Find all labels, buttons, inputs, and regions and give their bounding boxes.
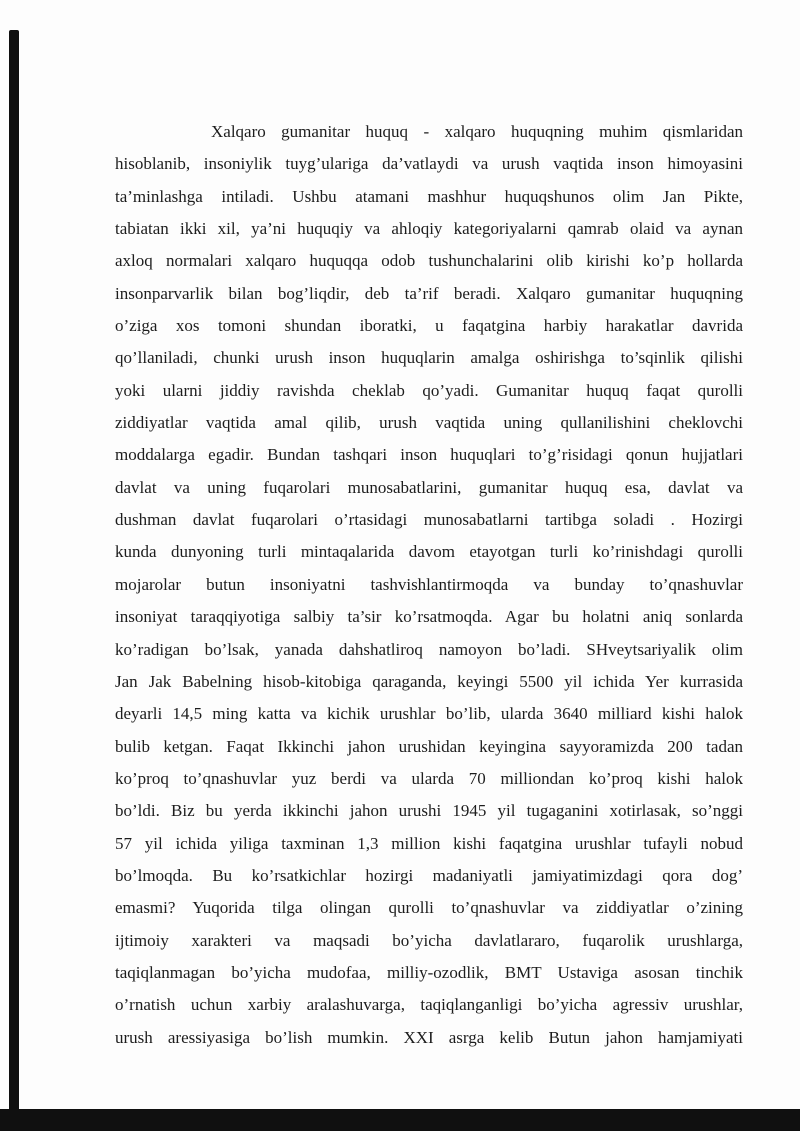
scan-edge-left-artifact: [9, 30, 19, 1131]
text-line: insonparvarlik bilan bog’liqdir, deb ta’rif beradi. Xalqaro gumanitar huquqning: [115, 283, 743, 303]
text-line: o’ziga xos tomoni shundan iboratki, u faqatgina harbiy harakatlar davrida: [115, 316, 743, 336]
text-line: tabiatan ikki xil, ya’ni huquqiy va ahloqiy kategoriyalarni qamrab olaid va aynan: [115, 219, 743, 239]
text-line: bulib ketgan. Faqat Ikkinchi jahon urushidan keyingina sayyoramizda 200 tadan: [115, 736, 743, 756]
text-line: kunda dunyoning turli mintaqalarida davom etayotgan turli ko’rinishdagi qurolli: [115, 542, 743, 562]
text-line: urush aressiyasiga bo’lish mumkin. XXI asrga kelib Butun jahon hamjamiyati: [115, 1027, 743, 1047]
text-line: dushman davlat fuqarolari o’rtasidagi munosabatlarni tartibga soladi . Hozirgi: [115, 510, 743, 530]
text-line: mojarolar butun insoniyatni tashvishlantirmoqda va bunday to’qnashuvlar: [115, 574, 743, 594]
text-line: 57 yil ichida yiliga taxminan 1,3 million kishi faqatgina urushlar tufayli nobud: [115, 833, 743, 853]
text-line: moddalarga egadir. Bundan tashqari inson huquqlari to’g’risidagi qonun hujjatlari: [115, 445, 743, 465]
text-line: Xalqaro gumanitar huquq - xalqaro huquqning muhim qismlaridan: [211, 122, 743, 141]
text-line: ziddiyatlar vaqtida amal qilib, urush vaqtida uning qullanilishini cheklovchi: [115, 413, 743, 433]
text-line: o’rnatish uchun xarbiy aralashuvarga, taqiqlanganligi bo’yicha agressiv urushlar,: [115, 995, 743, 1015]
text-line: ijtimoiy xarakteri va maqsadi bo’yicha davlatlararo, fuqarolik urushlarga,: [115, 930, 743, 950]
text-line: qo’llaniladi, chunki urush inson huquqlarin amalga oshirishga to’sqinlik qilishi: [115, 348, 743, 368]
text-line: bo’ldi. Biz bu yerda ikkinchi jahon urushi 1945 yil tugaganini xotirlasak, so’nggi: [115, 801, 743, 821]
text-line: davlat va uning fuqarolari munosabatlarini, gumanitar huquq esa, davlat va: [115, 477, 743, 497]
text-line: yoki ularni jiddiy ravishda cheklab qo’yadi. Gumanitar huquq faqat qurolli: [115, 380, 743, 400]
text-line: Jan Jak Babelning hisob-kitobiga qaraganda, keyingi 5500 yil ichida Yer kurrasida: [115, 671, 743, 691]
text-line: ta’minlashga intiladi. Ushbu atamani mashhur huquqshunos olim Jan Pikte,: [115, 186, 743, 206]
text-line: insoniyat taraqqiyotiga salbiy ta’sir ko’rsatmoqda. Agar bu holatni aniq sonlarda: [115, 607, 743, 627]
text-line: emasmi? Yuqorida tilga olingan qurolli to’qnashuvlar va ziddiyatlar o’zining: [115, 898, 743, 918]
text-line: deyarli 14,5 ming katta va kichik urushlar bo’lib, ularda 3640 milliard kishi halok: [115, 704, 743, 724]
text-line: axloq normalari xalqaro huquqqa odob tushunchalarini olib kirishi ko’p hollarda: [115, 251, 743, 271]
text-line: taqiqlanmagan bo’yicha mudofaa, milliy-ozodlik, BMT Ustaviga asosan tinchik: [115, 962, 743, 982]
scan-edge-bottom-artifact: [0, 1109, 800, 1131]
text-line: ko’radigan bo’lsak, yanada dahshatliroq namoyon bo’ladi. SHveytsariyalik olim: [115, 639, 743, 659]
text-line: bo’lmoqda. Bu ko’rsatkichlar hozirgi madaniyatli jamiyatimizdagi qora dog’: [115, 865, 743, 885]
text-line: hisoblanib, insoniylik tuyg’ulariga da’vatlaydi va urush vaqtida inson himoyasini: [115, 154, 743, 174]
text-line: ko’proq to’qnashuvlar yuz berdi va ularda 70 milliondan ko’proq kishi halok: [115, 768, 743, 788]
body-text: [115, 116, 743, 1054]
